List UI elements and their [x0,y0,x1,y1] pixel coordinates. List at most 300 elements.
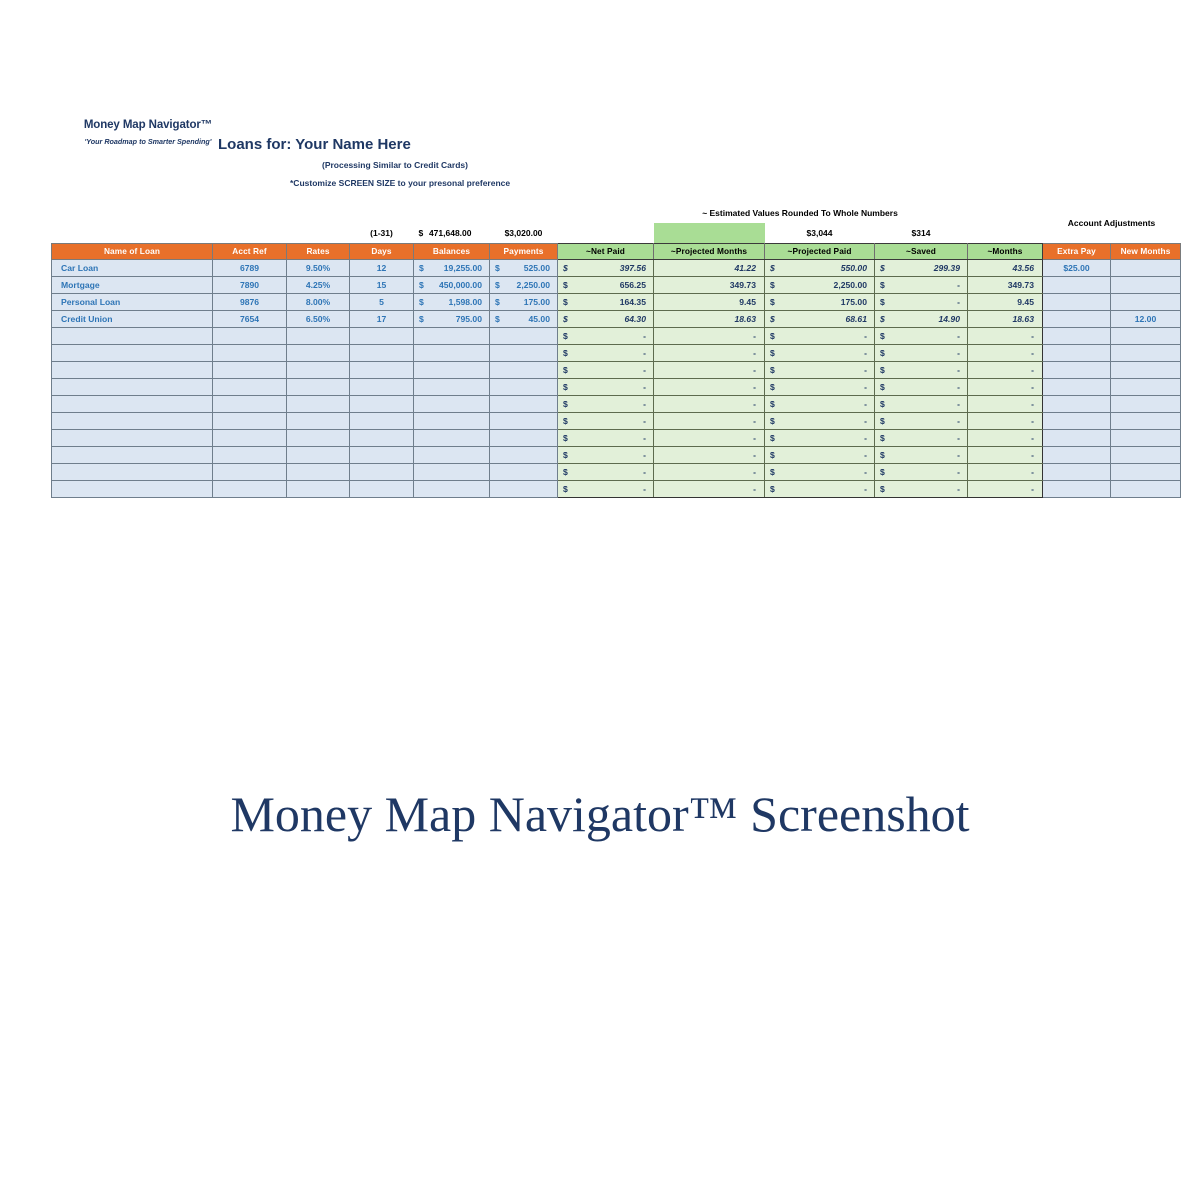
cell-months[interactable]: - [968,378,1043,395]
cell-saved-symbol: $ [880,483,885,494]
cell-net-paid[interactable] [558,429,654,446]
cell-balances-symbol: $ [419,262,424,273]
col-header-rates[interactable]: Rates [287,243,350,259]
cell-saved-value: 14.90 [938,313,960,324]
cell-new-months[interactable] [1111,412,1181,429]
cell-net-paid-value: 64.30 [624,313,646,324]
cell-new-months[interactable] [1111,463,1181,480]
cell-days[interactable] [350,429,414,446]
cell-projected-months[interactable]: 41.22 [654,259,765,276]
cell-balances-value: 19,255.00 [443,262,482,273]
cell-balances[interactable] [414,429,490,446]
cell-payments[interactable] [490,293,558,310]
col-header-saved[interactable]: ~Saved [875,243,968,259]
cell-days[interactable] [350,480,414,497]
cell-saved-value: - [957,347,960,358]
cell-projected-paid[interactable] [765,259,875,276]
col-header-extra-pay[interactable]: Extra Pay [1043,243,1111,259]
cell-projected-paid-symbol: $ [770,415,775,426]
cell-projected-paid[interactable] [765,412,875,429]
cell-rates[interactable] [287,395,350,412]
cell-rates[interactable] [287,446,350,463]
cell-balances[interactable] [414,344,490,361]
table-row [52,327,1181,344]
table-row [52,361,1181,378]
cell-rates[interactable]: 8.00% [287,293,350,310]
cell-extra-pay[interactable] [1043,344,1111,361]
cell-projected-paid[interactable] [765,276,875,293]
cell-projected-paid[interactable] [765,395,875,412]
cell-saved-value: - [957,415,960,426]
cell-projected-paid-value: 68.61 [845,313,867,324]
cell-net-paid[interactable] [558,395,654,412]
cell-rates[interactable]: 4.25% [287,276,350,293]
cell-days[interactable]: 15 [350,276,414,293]
cell-rates[interactable]: 6.50% [287,310,350,327]
bottom-caption: Money Map Navigator™ Screenshot [230,786,970,842]
cell-name-of-loan[interactable]: Mortgage [52,276,213,293]
cell-projected-months[interactable]: - [654,378,765,395]
cell-name-of-loan[interactable] [52,463,213,480]
cell-months[interactable]: - [968,327,1043,344]
balances-total-symbol: $ [418,227,424,238]
cell-extra-pay[interactable] [1043,361,1111,378]
cell-days[interactable] [350,463,414,480]
cell-projected-paid-value: 2,250.00 [833,279,867,290]
cell-projected-months[interactable]: - [654,463,765,480]
cell-net-paid[interactable] [558,412,654,429]
saved-total: $314 [875,223,968,243]
band2-spacer-rates [287,223,350,243]
cell-extra-pay[interactable] [1043,463,1111,480]
cell-saved[interactable] [875,446,968,463]
balances-total-value: 471,648.00 [428,227,472,238]
cell-new-months[interactable] [1111,446,1181,463]
cell-months[interactable]: 9.45 [968,293,1043,310]
cell-net-paid-symbol: $ [563,432,568,443]
cell-name-of-loan[interactable]: Personal Loan [52,293,213,310]
cell-projected-paid[interactable] [765,310,875,327]
cell-saved[interactable] [875,395,968,412]
cell-months[interactable]: - [968,361,1043,378]
cell-name-of-loan[interactable] [52,361,213,378]
header-block [218,136,510,188]
cell-days[interactable] [350,395,414,412]
cell-balances-symbol: $ [419,279,424,290]
cell-net-paid-value: 397.56 [619,262,646,273]
cell-projected-months[interactable]: - [654,480,765,497]
cell-new-months[interactable] [1111,259,1181,276]
cell-projected-paid-symbol: $ [770,381,775,392]
cell-payments[interactable] [490,327,558,344]
cell-acct-ref[interactable] [213,361,287,378]
cell-balances[interactable] [414,446,490,463]
cell-name-of-loan[interactable] [52,378,213,395]
cell-balances[interactable] [414,293,490,310]
cell-balances[interactable] [414,310,490,327]
loans-spreadsheet [51,203,1171,498]
cell-projected-paid-value: - [864,398,867,409]
cell-rates[interactable] [287,429,350,446]
loans-table [51,203,1181,498]
cell-net-paid[interactable] [558,293,654,310]
cell-projected-months[interactable]: - [654,446,765,463]
cell-projected-months[interactable]: - [654,412,765,429]
band-spacer-balances [414,203,490,223]
cell-projected-paid-symbol: $ [770,279,775,290]
cell-saved-symbol: $ [880,330,885,341]
cell-projected-paid[interactable] [765,293,875,310]
estimated-values-banner: ~ Estimated Values Rounded To Whole Numbers [558,203,1043,223]
cell-net-paid-value: - [643,398,646,409]
cell-months[interactable]: - [968,480,1043,497]
cell-projected-months[interactable]: - [654,395,765,412]
cell-projected-paid-symbol: $ [770,483,775,494]
cell-acct-ref[interactable] [213,395,287,412]
cell-name-of-loan[interactable] [52,446,213,463]
cell-projected-paid-symbol: $ [770,398,775,409]
cell-saved[interactable] [875,276,968,293]
cell-extra-pay[interactable] [1043,276,1111,293]
cell-new-months[interactable] [1111,395,1181,412]
cell-projected-paid-value: - [864,449,867,460]
table-row [52,395,1181,412]
col-header-projected-paid[interactable]: ~Projected Paid [765,243,875,259]
col-header-days[interactable]: Days [350,243,414,259]
cell-net-paid[interactable] [558,480,654,497]
cell-name-of-loan[interactable] [52,344,213,361]
cell-saved[interactable] [875,361,968,378]
cell-acct-ref[interactable] [213,463,287,480]
col-header-payments[interactable]: Payments [490,243,558,259]
cell-months[interactable]: 43.56 [968,259,1043,276]
band-spacer-days [350,203,414,223]
cell-projected-months[interactable]: 349.73 [654,276,765,293]
table-row [52,293,1181,310]
cell-payments[interactable] [490,429,558,446]
table-row [52,344,1181,361]
cell-acct-ref[interactable] [213,429,287,446]
cell-balances[interactable] [414,378,490,395]
cell-saved-symbol: $ [880,466,885,477]
cell-balances[interactable] [414,480,490,497]
cell-net-paid-value: - [643,415,646,426]
cell-rates[interactable] [287,463,350,480]
green-band-spacer-netpaid [558,223,654,243]
cell-payments[interactable] [490,446,558,463]
cell-saved-value: - [957,449,960,460]
table-row [52,429,1181,446]
cell-projected-paid[interactable] [765,463,875,480]
table-row [52,412,1181,429]
cell-extra-pay[interactable] [1043,378,1111,395]
cell-acct-ref[interactable]: 6789 [213,259,287,276]
cell-projected-paid-symbol: $ [770,364,775,375]
cell-extra-pay[interactable] [1043,327,1111,344]
cell-payments[interactable] [490,259,558,276]
cell-payments[interactable] [490,310,558,327]
cell-projected-paid-symbol: $ [770,313,775,324]
cell-saved[interactable] [875,480,968,497]
cell-net-paid[interactable] [558,446,654,463]
cell-net-paid-symbol: $ [563,330,568,341]
cell-saved-symbol: $ [880,313,885,324]
cell-net-paid[interactable] [558,276,654,293]
band-spacer-name [52,203,213,223]
cell-rates[interactable] [287,327,350,344]
cell-extra-pay[interactable] [1043,310,1111,327]
cell-projected-months[interactable]: 9.45 [654,293,765,310]
cell-projected-paid-symbol: $ [770,466,775,477]
cell-projected-paid[interactable] [765,480,875,497]
cell-months[interactable]: 18.63 [968,310,1043,327]
cell-projected-paid-value: - [864,364,867,375]
col-header-projected-months[interactable]: ~Projected Months [654,243,765,259]
cell-projected-paid-symbol: $ [770,449,775,460]
cell-days[interactable] [350,412,414,429]
band-spacer-rates [287,203,350,223]
cell-projected-paid-value: - [864,483,867,494]
col-header-acct-ref[interactable]: Acct Ref [213,243,287,259]
cell-saved[interactable] [875,429,968,446]
cell-balances[interactable] [414,361,490,378]
cell-new-months[interactable] [1111,361,1181,378]
cell-net-paid-symbol: $ [563,398,568,409]
cell-rates[interactable] [287,480,350,497]
band-spacer-acct [213,203,287,223]
cell-acct-ref[interactable] [213,446,287,463]
cell-new-months[interactable] [1111,276,1181,293]
cell-saved-symbol: $ [880,262,885,273]
cell-net-paid-value: - [643,466,646,477]
cell-months[interactable]: - [968,412,1043,429]
col-header-name-of-loan[interactable]: Name of Loan [52,243,213,259]
cell-payments[interactable] [490,412,558,429]
cell-name-of-loan[interactable] [52,327,213,344]
cell-days[interactable] [350,446,414,463]
band2-spacer-name [52,223,213,243]
cell-extra-pay[interactable] [1043,395,1111,412]
cell-payments[interactable] [490,344,558,361]
cell-months[interactable]: 349.73 [968,276,1043,293]
cell-new-months[interactable] [1111,344,1181,361]
band-spacer-payments [490,203,558,223]
cell-projected-paid[interactable] [765,327,875,344]
cell-name-of-loan[interactable] [52,480,213,497]
cell-months[interactable]: - [968,429,1043,446]
cell-saved[interactable] [875,463,968,480]
cell-net-paid-symbol: $ [563,466,568,477]
cell-net-paid-symbol: $ [563,313,568,324]
cell-saved-value: - [957,483,960,494]
cell-balances[interactable] [414,395,490,412]
cell-payments[interactable] [490,480,558,497]
cell-projected-paid[interactable] [765,446,875,463]
cell-saved-symbol: $ [880,415,885,426]
cell-new-months[interactable] [1111,327,1181,344]
cell-saved-value: - [957,466,960,477]
cell-name-of-loan[interactable]: Credit Union [52,310,213,327]
cell-months[interactable]: - [968,344,1043,361]
cell-acct-ref[interactable] [213,327,287,344]
green-band-spacer-months [968,223,1043,243]
cell-payments[interactable] [490,361,558,378]
cell-rates[interactable] [287,412,350,429]
cell-saved[interactable] [875,344,968,361]
cell-extra-pay[interactable] [1043,429,1111,446]
cell-projected-months[interactable]: - [654,429,765,446]
cell-balances[interactable] [414,412,490,429]
cell-saved-symbol: $ [880,296,885,307]
cell-saved[interactable] [875,259,968,276]
cell-name-of-loan[interactable] [52,429,213,446]
cell-acct-ref[interactable]: 7890 [213,276,287,293]
cell-net-paid[interactable] [558,361,654,378]
totals-band-row-1 [52,203,1181,223]
cell-payments-symbol: $ [495,279,500,290]
cell-rates[interactable] [287,344,350,361]
cell-net-paid[interactable] [558,344,654,361]
cell-projected-months[interactable]: - [654,327,765,344]
cell-payments[interactable] [490,395,558,412]
table-row [52,378,1181,395]
cell-name-of-loan[interactable] [52,412,213,429]
cell-saved-value: - [957,364,960,375]
cell-net-paid-value: - [643,432,646,443]
cell-saved-symbol: $ [880,381,885,392]
cell-days[interactable] [350,361,414,378]
cell-projected-paid[interactable] [765,429,875,446]
cell-new-months[interactable] [1111,378,1181,395]
col-header-months[interactable]: ~Months [968,243,1043,259]
table-row [52,276,1181,293]
brand-tagline: 'Your Roadmap to Smarter Spending' [84,137,212,146]
cell-projected-paid-symbol: $ [770,296,775,307]
cell-payments[interactable] [490,378,558,395]
cell-balances[interactable] [414,276,490,293]
cell-projected-months[interactable]: - [654,361,765,378]
cell-projected-paid-value: - [864,432,867,443]
cell-new-months[interactable] [1111,429,1181,446]
cell-days[interactable] [350,378,414,395]
cell-projected-paid-value: - [864,381,867,392]
cell-days[interactable] [350,344,414,361]
cell-saved[interactable] [875,378,968,395]
cell-name-of-loan[interactable]: Car Loan [52,259,213,276]
cell-new-months[interactable]: 12.00 [1111,310,1181,327]
cell-net-paid[interactable] [558,310,654,327]
cell-net-paid-symbol: $ [563,381,568,392]
cell-payments[interactable] [490,463,558,480]
cell-days[interactable] [350,327,414,344]
cell-net-paid-symbol: $ [563,347,568,358]
cell-days[interactable]: 12 [350,259,414,276]
cell-new-months[interactable] [1111,293,1181,310]
cell-days[interactable]: 17 [350,310,414,327]
cell-balances-value: 795.00 [455,313,482,324]
cell-saved[interactable] [875,412,968,429]
cell-projected-paid-symbol: $ [770,330,775,341]
account-adjustments-banner: Account Adjustments [1043,203,1181,243]
cell-saved-symbol: $ [880,279,885,290]
cell-projected-paid-value: - [864,466,867,477]
cell-acct-ref[interactable]: 7654 [213,310,287,327]
cell-payments[interactable] [490,276,558,293]
cell-rates[interactable] [287,378,350,395]
cell-extra-pay[interactable] [1043,446,1111,463]
cell-saved[interactable] [875,293,968,310]
cell-projected-months[interactable]: 18.63 [654,310,765,327]
cell-projected-months[interactable]: - [654,344,765,361]
cell-net-paid-symbol: $ [563,449,568,460]
days-range-label: (1-31) [350,223,414,243]
cell-saved-value: - [957,381,960,392]
cell-extra-pay[interactable] [1043,480,1111,497]
table-row [52,310,1181,327]
cell-months[interactable]: - [968,395,1043,412]
cell-balances-symbol: $ [419,296,424,307]
cell-balances[interactable] [414,463,490,480]
balances-total [414,223,490,243]
cell-net-paid[interactable] [558,378,654,395]
table-body [52,259,1181,497]
cell-projected-paid[interactable] [765,361,875,378]
cell-net-paid-value: - [643,381,646,392]
cell-saved-symbol: $ [880,432,885,443]
cell-extra-pay[interactable] [1043,293,1111,310]
cell-acct-ref[interactable]: 9876 [213,293,287,310]
totals-band-row-2 [52,223,1181,243]
cell-net-paid[interactable] [558,327,654,344]
cell-balances[interactable] [414,327,490,344]
column-header-row [52,243,1181,259]
cell-new-months[interactable] [1111,480,1181,497]
cell-acct-ref[interactable] [213,412,287,429]
cell-net-paid-symbol: $ [563,483,568,494]
cell-extra-pay[interactable]: $25.00 [1043,259,1111,276]
cell-saved-value: - [957,398,960,409]
cell-name-of-loan[interactable] [52,395,213,412]
table-row [52,446,1181,463]
cell-saved[interactable] [875,310,968,327]
col-header-new-months[interactable]: New Months [1111,243,1181,259]
cell-saved-value: - [957,279,960,290]
cell-saved-symbol: $ [880,449,885,460]
col-header-balances[interactable]: Balances [414,243,490,259]
cell-projected-paid-value: - [864,415,867,426]
col-header-net-paid[interactable]: ~Net Paid [558,243,654,259]
cell-net-paid[interactable] [558,259,654,276]
cell-months[interactable]: - [968,463,1043,480]
cell-net-paid-symbol: $ [563,415,568,426]
cell-payments-value: 2,250.00 [516,279,550,290]
cell-projected-paid[interactable] [765,344,875,361]
cell-days[interactable]: 5 [350,293,414,310]
cell-months[interactable]: - [968,446,1043,463]
cell-payments-value: 175.00 [523,296,550,307]
cell-projected-paid[interactable] [765,378,875,395]
cell-net-paid[interactable] [558,463,654,480]
cell-acct-ref[interactable] [213,344,287,361]
cell-saved[interactable] [875,327,968,344]
cell-rates[interactable]: 9.50% [287,259,350,276]
cell-acct-ref[interactable] [213,480,287,497]
table-row [52,463,1181,480]
cell-balances[interactable] [414,259,490,276]
cell-rates[interactable] [287,361,350,378]
cell-acct-ref[interactable] [213,378,287,395]
cell-extra-pay[interactable] [1043,412,1111,429]
